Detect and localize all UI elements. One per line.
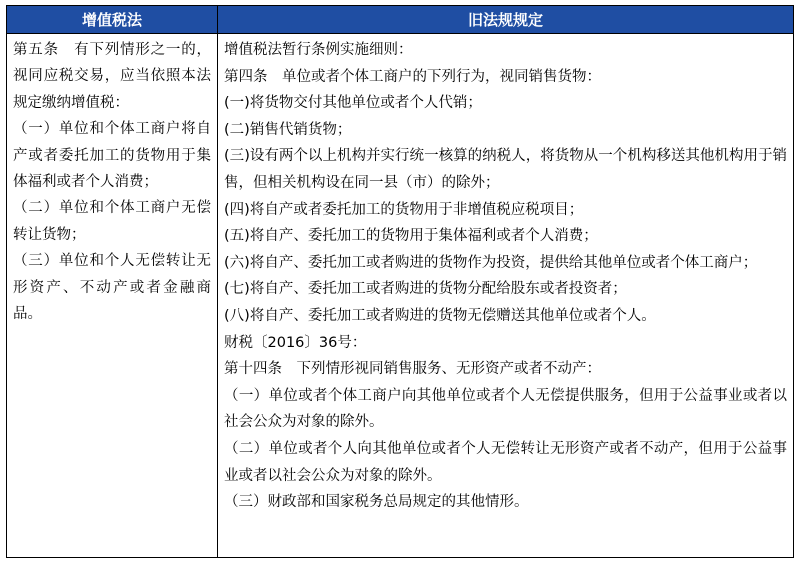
header-old-regulations: 旧法规规定 [218,6,794,34]
old-regulations-line: (三)设有两个以上机构并实行统一核算的纳税人，将货物从一个机构移送其他机构用于销售，但相关机构设在同一县（市）的除外； [224,148,787,191]
old-regulations-line: 第十四条 下列情形视同销售服务、无形资产或者不动产： [224,361,601,378]
old-regulations-line: （三）财政部和国家税务总局规定的其他情形。 [224,494,529,511]
old-regulations-line: (二)销售代销货物； [224,121,352,138]
old-regulations-line: (八)将自产、委托加工或者购进的货物无偿赠送其他单位或者个人。 [224,307,656,324]
vat-law-line: （二）单位和个体工商户无偿转让货物； [13,200,211,243]
vat-law-line: （三）单位和个人无偿转让无形资产、不动产或者金融商品。 [13,253,211,323]
comparison-table [6,5,794,558]
comparison-table-wrapper [6,5,794,558]
vat-law-line: 第五条 有下列情形之一的，视同应税交易，应当依照本法规定缴纳增值税： [13,42,211,111]
vat-law-cell [7,34,218,558]
content-row [7,34,794,558]
old-regulations-line: 增值税法暂行条例实施细则： [224,42,413,58]
header-row [7,6,794,34]
old-regulations-line: （二）单位或者个人向其他单位或者个人无偿转让无形资产或者不动产，但用于公益事业或者以社会公众为对象的除外。 [224,440,787,484]
old-regulations-line: (七)将自产、委托加工或者购进的货物分配给股东或者投资者； [224,281,627,298]
vat-law-line: （一）单位和个体工商户将自产或者委托加工的货物用于集体福利或者个人消费； [13,121,211,191]
old-regulations-line: 财税〔2016〕36号： [224,334,367,351]
old-regulations-line: 第四条 单位或者个体工商户的下列行为，视同销售货物： [224,68,601,85]
header-vat-law: 增值税法 [7,6,218,34]
old-regulations-line: (一)将货物交付其他单位或者个人代销； [224,95,482,112]
old-regulations-line: (五)将自产、委托加工的货物用于集体福利或者个人消费； [224,228,598,245]
old-regulations-cell [218,34,794,558]
old-regulations-line: （一）单位或者个体工商户向其他单位或者个人无偿提供服务，但用于公益事业或者以社会公众为对象的除外。 [224,387,787,431]
old-regulations-line: (四)将自产或者委托加工的货物用于非增值税应税项目； [224,201,584,218]
old-regulations-line: (六)将自产、委托加工或者购进的货物作为投资，提供给其他单位或者个体工商户； [224,254,758,271]
